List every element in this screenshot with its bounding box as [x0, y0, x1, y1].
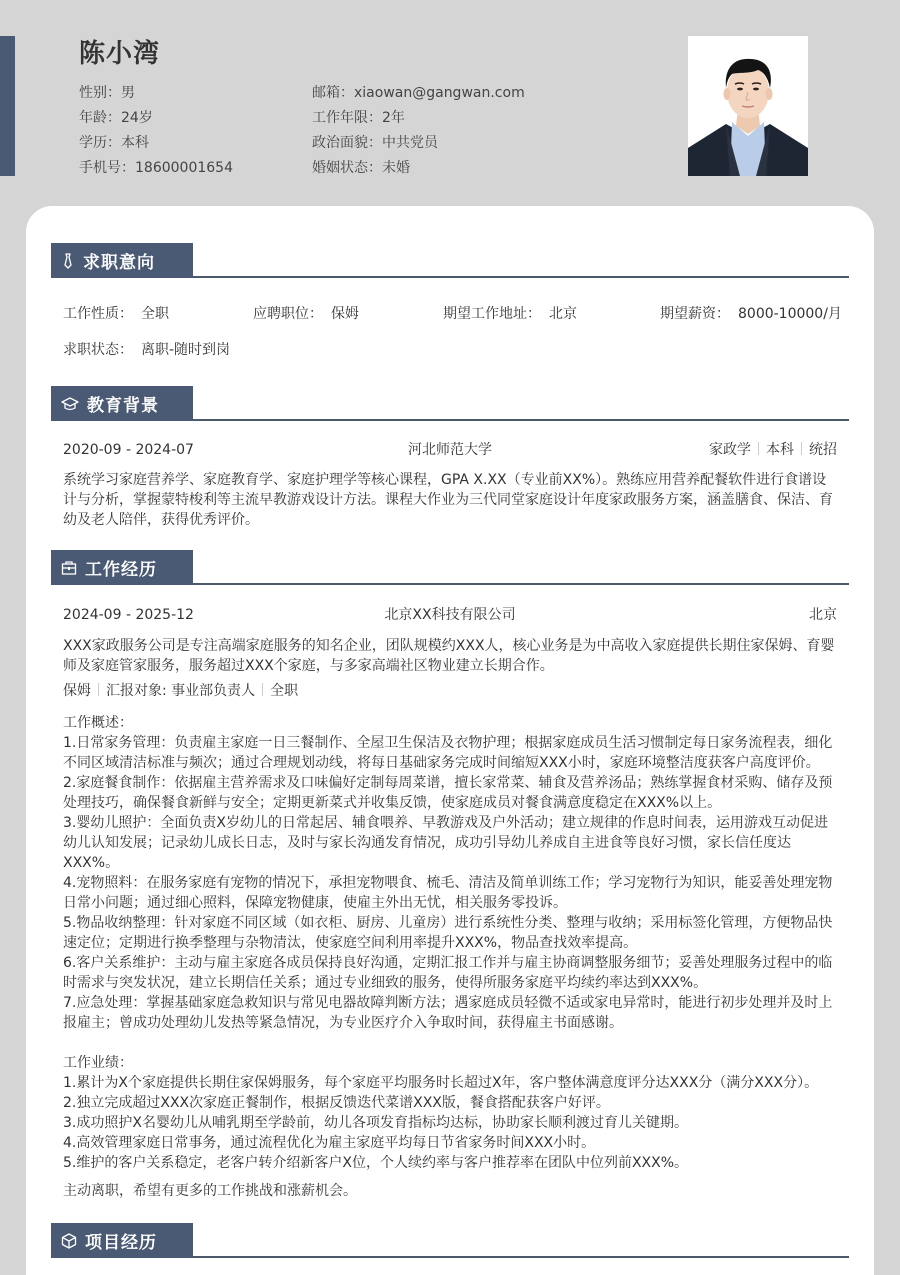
education-description: 系统学习家庭营养学、家庭教育学、家庭护理学等核心课程，GPA X.XX（专业前XX%）。熟练应用营养配餐软件进行食谱设计与分析，掌握蒙特梭利等主流早教游戏设计方法。课程大作业为三代同堂家庭设计年度家政服务方案，涵盖膳食、保洁、育幼及老人陪伴，获得优秀评价。: [63, 472, 833, 528]
info-work-years: [312, 106, 612, 131]
section-title-tab: [51, 550, 193, 585]
info-label: 学历：: [79, 135, 121, 151]
education-tags: [577, 440, 837, 460]
section-job-intent: [51, 243, 849, 358]
profile-header: [79, 36, 679, 176]
divider: [98, 683, 99, 696]
info-value: 本科: [121, 135, 149, 151]
candidate-name: 陈小湾: [79, 39, 161, 69]
overview-item: 2.家庭餐食制作：依据雇主营养需求及口味偏好定制每周菜谱，擅长家常菜、辅食及营养汤品；熟练掌握食材采购、储存及预处理技巧，确保餐食新鲜与安全；定期更新菜式并收集反馈，使家庭成员对餐食满意度稳定在XXX%以上。: [63, 775, 833, 811]
section-education: [51, 386, 849, 530]
info-label: 手机号：: [79, 160, 135, 176]
info-label: 年龄：: [79, 110, 121, 126]
info-label: 性别：: [79, 85, 121, 101]
overview-title: 工作概述：: [63, 715, 133, 731]
section-title: 教育背景: [87, 396, 159, 416]
info-label: 婚姻状态：: [312, 160, 382, 176]
section-header: [51, 1223, 849, 1258]
tie-icon: [61, 253, 75, 269]
intent-value: 离职-随时到岗: [141, 342, 231, 358]
achievement-item: 2.独立完成超过XXX次家庭正餐制作，根据反馈迭代菜谱XXX版，餐食搭配获客户好评。: [63, 1095, 610, 1111]
intent-status: [63, 339, 230, 359]
portrait-illustration: [688, 36, 808, 176]
overview-item: 4.宠物照料：在服务家庭有宠物的情况下，承担宠物喂食、梳毛、清洁及简单训练工作；学习宠物行为知识，能妥善处理宠物日常小问题；通过细心照料，保障宠物健康，使雇主外出无忧，相关服务零投诉。: [63, 875, 833, 911]
resume-card: [26, 206, 874, 1275]
intent-label: 期望工作地址：: [443, 306, 541, 322]
work-period: 2024-09 - 2025-12: [63, 607, 194, 623]
info-value: 24岁: [121, 110, 153, 126]
accent-bar: [0, 36, 15, 176]
info-value: 2年: [382, 110, 405, 126]
achievements-title: 工作业绩：: [63, 1055, 133, 1071]
work-meta: [51, 605, 849, 625]
intent-value: 全职: [141, 306, 169, 322]
achievement-item: 3.成功照护X名婴幼儿从哺乳期至学龄前，幼儿各项发育指标均达标，协助家长顺利渡过育儿关键期。: [63, 1115, 688, 1131]
info-value[interactable]: 18600001654: [135, 160, 233, 176]
intent-value: 保姆: [331, 306, 359, 322]
work-tags: [51, 681, 849, 701]
intent-location: [443, 303, 660, 323]
intent-position: [253, 303, 443, 323]
intent-value: 北京: [549, 306, 577, 322]
education-major: 家政学: [709, 442, 751, 458]
education-meta: [51, 440, 849, 460]
education-degree: 本科: [766, 442, 794, 458]
section-title: 求职意向: [83, 253, 155, 273]
achievement-item: 4.高效管理家庭日常事务，通过流程优化为雇主家庭平均每日节省家务时间XXX小时。: [63, 1135, 596, 1151]
overview-item: 6.客户关系维护：主动与雇主家庭各成员保持良好沟通，定期汇报工作并与雇主协商调整服务细节；妥善处理服务过程中的临时需求与突发状况，建立长期信任关系；通过专业细致的服务，使得所服务家庭平均续约率达到XXX%。: [63, 955, 833, 991]
info-political-status: [312, 131, 612, 156]
intent-row-1: [63, 303, 842, 323]
company-intro: XXX家政服务公司是专注高端家庭服务的知名企业，团队规模约XXX人，核心业务是为中高收入家庭提供长期住家保姆、育婴师及家庭管家服务，服务超过XXX个家庭，与多家高端社区物业建立长期合作。: [63, 638, 835, 674]
basic-info-grid: [79, 81, 612, 181]
intent-label: 求职状态：: [63, 342, 133, 358]
section-title: 工作经历: [85, 560, 157, 580]
divider: [262, 683, 263, 696]
briefcase-icon: [61, 560, 77, 576]
intent-row-2: [63, 339, 230, 359]
intent-label: 期望薪资：: [660, 306, 730, 322]
info-value: 中共党员: [382, 135, 438, 151]
section-work-experience: [51, 550, 849, 1201]
work-tag: 全职: [270, 683, 299, 699]
work-location: 北京: [809, 607, 837, 623]
info-label: 工作年限：: [312, 110, 382, 126]
intent-salary: [660, 303, 842, 323]
work-tag: 保姆: [63, 683, 91, 699]
info-gender: [79, 81, 312, 106]
intent-value: 8000-10000/月: [738, 306, 842, 322]
achievement-item: 5.维护的客户关系稳定，老客户转介绍新客户X位，个人续约率与客户推荐率在团队中位列前XXX%。: [63, 1155, 689, 1171]
info-value: 未婚: [382, 160, 410, 176]
section-title: 项目经历: [85, 1233, 157, 1253]
section-title-tab: [51, 386, 193, 421]
education-period: 2020-09 - 2024-07: [63, 442, 194, 458]
info-education: [79, 131, 312, 156]
leave-reason: 主动离职，希望有更多的工作挑战和涨薪机会。: [63, 1183, 357, 1199]
overview-item: 1.日常家务管理：负责雇主家庭一日三餐制作、全屋卫生保洁及衣物护理；根据家庭成员生活习惯制定每日家务流程表，细化不同区域清洁标准与频次；通过合理规划动线，将每日基础家务完成时间缩短XXX小时，家庭环境整洁度获客户高度评价。: [63, 735, 833, 771]
info-marital-status: [312, 156, 612, 181]
graduation-cap-icon: [61, 396, 79, 412]
info-email: [312, 81, 612, 106]
info-label: 邮箱：: [312, 85, 354, 101]
divider: [801, 442, 802, 455]
profile-photo: [688, 36, 808, 176]
work-tag: 汇报对象: 事业部负责人: [106, 683, 256, 699]
intent-work-type: [63, 303, 253, 323]
overview-item: 3.婴幼儿照护：全面负责X岁幼儿的日常起居、辅食喂养、早教游戏及户外活动；建立规律的作息时间表，运用游戏互动促进幼儿认知发展；记录幼儿成长日志，及时与家长沟通发育情况，成功引导幼儿养成自主进食等良好习惯，家长信任度达XXX%。: [63, 815, 828, 871]
section-header: [51, 243, 849, 278]
section-title-tab: [51, 1223, 193, 1258]
education-type: 统招: [809, 442, 837, 458]
divider: [758, 442, 759, 455]
info-value[interactable]: xiaowan@gangwan.com: [354, 85, 525, 101]
cube-icon: [61, 1233, 77, 1249]
section-projects: [51, 1223, 849, 1258]
section-header: [51, 386, 849, 421]
overview-item: 5.物品收纳整理：针对家庭不同区域（如衣柜、厨房、儿童房）进行系统性分类、整理与收纳；采用标签化管理，方便物品快速定位；定期进行换季整理与杂物清汰，使家庭空间利用率提升XXX%，物品查找效率提高。: [63, 915, 833, 951]
education-school: 河北师范大学: [408, 442, 492, 458]
info-label: 政治面貌：: [312, 135, 382, 151]
work-company: 北京XX科技有限公司: [384, 607, 516, 623]
info-value: 男: [121, 85, 135, 101]
intent-label: 应聘职位：: [253, 306, 323, 322]
info-phone: [79, 156, 312, 181]
achievement-item: 1.累计为X个家庭提供长期住家保姆服务，每个家庭平均服务时长超过X年，客户整体满意度评分达XXX分（满分XXX分）。: [63, 1075, 819, 1091]
info-age: [79, 106, 312, 131]
intent-label: 工作性质：: [63, 306, 133, 322]
overview-item: 7.应急处理：掌握基础家庭急救知识与常见电器故障判断方法；遇家庭成员轻微不适或家电异常时，能进行初步处理并及时上报雇主；曾成功处理幼儿发热等紧急情况，为专业医疗介入争取时间，获得雇主书面感谢。: [63, 995, 833, 1031]
section-header: [51, 550, 849, 585]
section-title-tab: [51, 243, 193, 278]
